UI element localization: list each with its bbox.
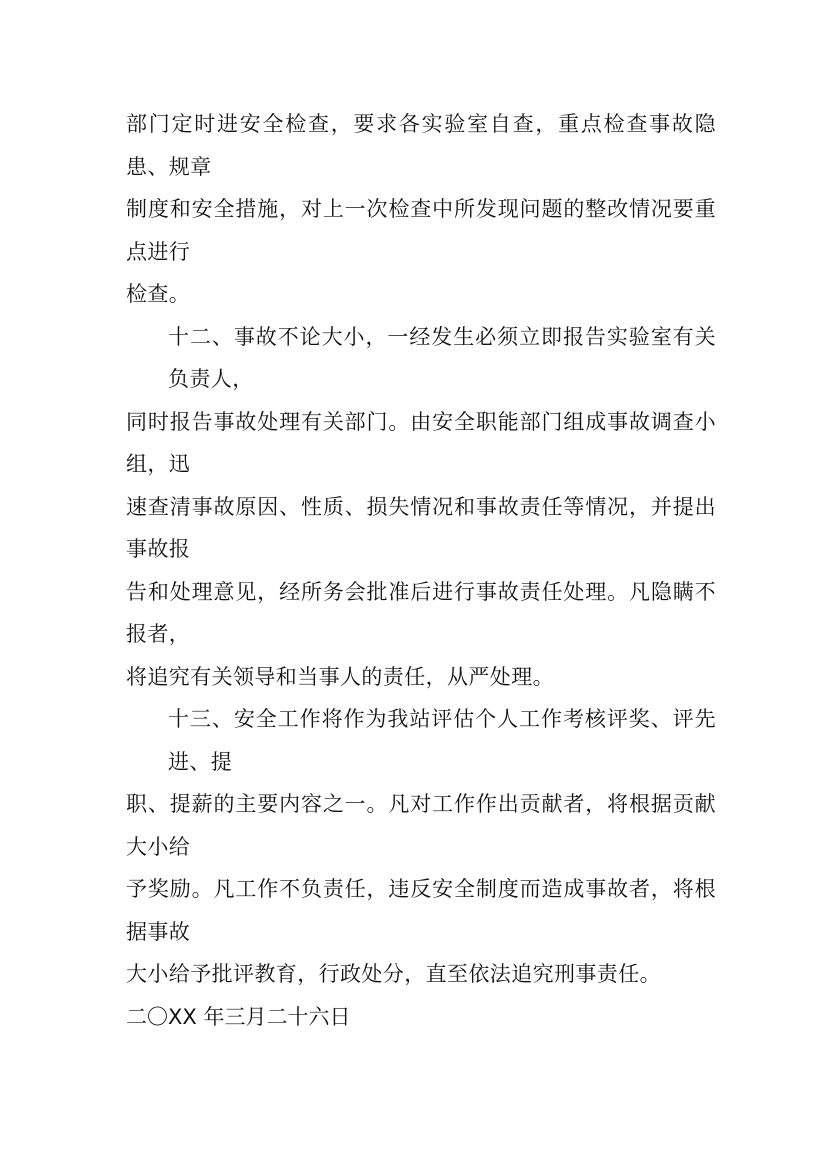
paragraph-article-12 bbox=[126, 316, 716, 699]
text-line: 同时报告事故处理有关部门。由安全职能部门组成事故调查小组，迅 bbox=[126, 409, 716, 476]
text-line: 十三、安全工作将作为我站评估个人工作考核评奖、评先进、提 bbox=[168, 707, 716, 774]
text-line: 速查清事故原因、性质、损失情况和事故责任等情况，并提出事故报 bbox=[126, 494, 716, 561]
text-line: 将追究有关领导和当事人的责任，从严处理。 bbox=[126, 664, 554, 689]
text-line: 职、提薪的主要内容之一。凡对工作作出贡献者，将根据贡献大小给 bbox=[126, 792, 716, 859]
text-line: 十二、事故不论大小，一经发生必须立即报告实验室有关负责人， bbox=[168, 324, 716, 391]
text-line: 告和处理意见，经所务会批准后进行事故责任处理。凡隐瞒不报者， bbox=[126, 579, 716, 646]
text-line: 检查。 bbox=[126, 282, 191, 306]
text-line: 部门定时进安全检查，要求各实验室自查，重点检查事故隐患、规章 bbox=[126, 112, 716, 179]
document-body bbox=[126, 103, 716, 1038]
paragraph-article-13 bbox=[126, 698, 716, 996]
text-line: 制度和安全措施，对上一次检查中所发现问题的整改情况要重点进行 bbox=[126, 197, 716, 264]
paragraph-inspection bbox=[126, 103, 716, 316]
document-date: 二〇XX 年三月二十六日 bbox=[126, 1004, 351, 1029]
text-line: 大小给予批评教育，行政处分，直至依法追究刑事责任。 bbox=[126, 962, 661, 986]
text-line: 予奖励。凡工作不负责任，违反安全制度而造成事故者，将根据事故 bbox=[126, 877, 716, 944]
